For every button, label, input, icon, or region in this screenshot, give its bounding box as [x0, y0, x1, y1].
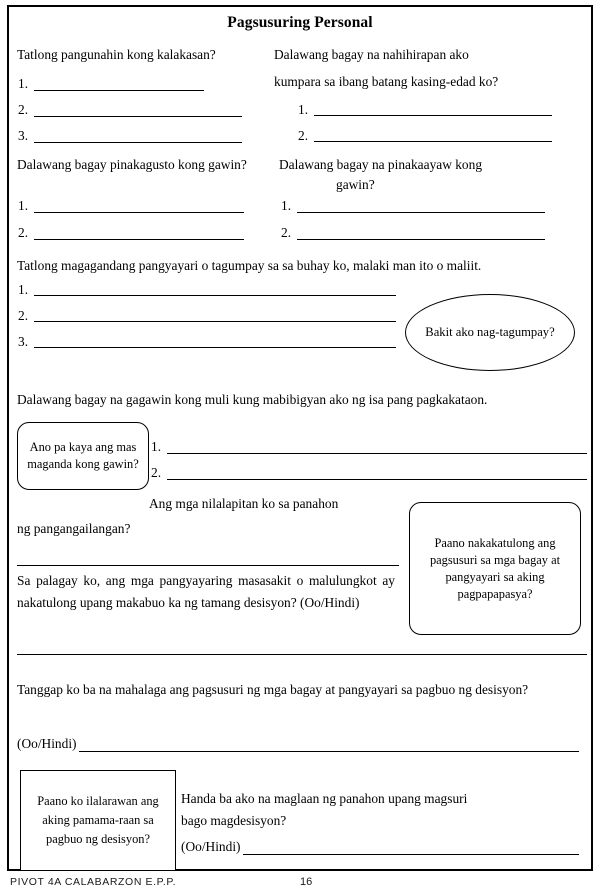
strengths-item-2-number: 2. [18, 102, 29, 117]
willingness-prompt-line2: bago magdesisyon? [181, 813, 287, 828]
strengths-item-3-blank[interactable] [34, 142, 242, 143]
second-chance-item-1-number: 1. [151, 439, 162, 454]
dislikes-item-1-blank[interactable] [297, 212, 545, 213]
acceptance-answer-label: (Oo/Hindi) [17, 736, 77, 751]
difficulties-prompt-line2: kumpara sa ibang batang kasing-edad ko? [274, 74, 499, 89]
second-chance-callout-box [17, 422, 149, 490]
strengths-item-2-blank[interactable] [34, 116, 242, 117]
dislikes-item-2-blank[interactable] [297, 239, 545, 240]
achievements-item-2-blank[interactable] [34, 321, 396, 322]
difficulties-prompt-line1: Dalawang bagay na nahihirapan ako [274, 47, 469, 62]
painful-events-callout-text: Paano nakakatulong ang pagsusuri sa mga bagay at pangyayari sa aking pagpapapasya? [429, 535, 561, 601]
second-chance-prompt: Dalawang bagay na gagawin kong muli kung mabibigyan ako ng isa pang pagkakataon. [17, 392, 488, 407]
achievements-prompt: Tatlong magagandang pangyayari o tagumpay sa sa buhay ko, malaki man ito o maliit. [17, 258, 482, 273]
willingness-callout-box [20, 770, 176, 871]
second-chance-item-2-blank[interactable] [167, 479, 587, 480]
difficulties-item-1-number: 1. [298, 102, 309, 117]
achievements-item-3-blank[interactable] [34, 347, 396, 348]
acceptance-prompt: Tanggap ko ba na mahalaga ang pagsusuri ng mga bagay at pangyayari sa pagbuo ng desisyon? [17, 682, 529, 697]
achievements-callout-text: Bakit ako nag-tagumpay? [425, 325, 555, 339]
willingness-answer-label: (Oo/Hindi) [181, 839, 241, 854]
dislikes-prompt-line1: Dalawang bagay na pinakaayaw kong [279, 157, 483, 172]
support-answer-blank[interactable] [17, 565, 399, 566]
acceptance-answer-blank[interactable] [79, 751, 579, 752]
willingness-answer-blank[interactable] [243, 854, 579, 855]
second-chance-item-1-blank[interactable] [167, 453, 587, 454]
dislikes-prompt-line2: gawin? [336, 177, 375, 192]
strengths-item-3-number: 3. [18, 128, 29, 143]
achievements-item-1-number: 1. [18, 282, 29, 297]
painful-events-callout-box [409, 502, 581, 635]
likes-item-1-number: 1. [18, 198, 29, 213]
strengths-prompt: Tatlong pangunahin kong kalakasan? [17, 47, 216, 62]
second-chance-callout-text: Ano pa kaya ang mas maganda kong gawin? [27, 440, 139, 471]
likes-item-1-blank[interactable] [34, 212, 244, 213]
dislikes-item-2-number: 2. [281, 225, 292, 240]
strengths-item-1-blank[interactable] [34, 90, 204, 91]
footer-source-label: PIVOT 4A CALABARZON E.P.P. [10, 876, 177, 888]
achievements-item-3-number: 3. [18, 334, 29, 349]
achievements-callout-oval [405, 294, 575, 371]
strengths-item-1-number: 1. [18, 76, 29, 91]
support-prompt-line2: ng pangangailangan? [17, 521, 131, 536]
difficulties-item-2-blank[interactable] [314, 141, 552, 142]
achievements-item-1-blank[interactable] [34, 295, 396, 296]
willingness-callout-text: Paano ko ilalarawan ang aking pamama-raan sa pagbuo ng desisyon? [37, 794, 159, 846]
likes-item-2-blank[interactable] [34, 239, 244, 240]
dislikes-item-1-number: 1. [281, 198, 292, 213]
difficulties-item-1-blank[interactable] [314, 115, 552, 116]
page-title: Pagsusuring Personal [227, 14, 373, 31]
achievements-item-2-number: 2. [18, 308, 29, 323]
painful-events-prompt: Sa palagay ko, ang mga pangyayaring masasakit o malulungkot ay nakatulong upang makabuo ka ng tamang desisyon? (Oo/Hindi) [17, 573, 395, 610]
painful-events-answer-blank[interactable] [17, 654, 587, 655]
footer-page-number: 16 [300, 876, 313, 888]
likes-prompt: Dalawang bagay pinakagusto kong gawin? [17, 157, 247, 172]
support-prompt-line1: Ang mga nilalapitan ko sa panahon [149, 496, 339, 511]
worksheet-frame [7, 5, 593, 871]
willingness-prompt-line1: Handa ba ako na maglaan ng panahon upang magsuri [181, 791, 468, 806]
likes-item-2-number: 2. [18, 225, 29, 240]
second-chance-item-2-number: 2. [151, 465, 162, 480]
difficulties-item-2-number: 2. [298, 128, 309, 143]
